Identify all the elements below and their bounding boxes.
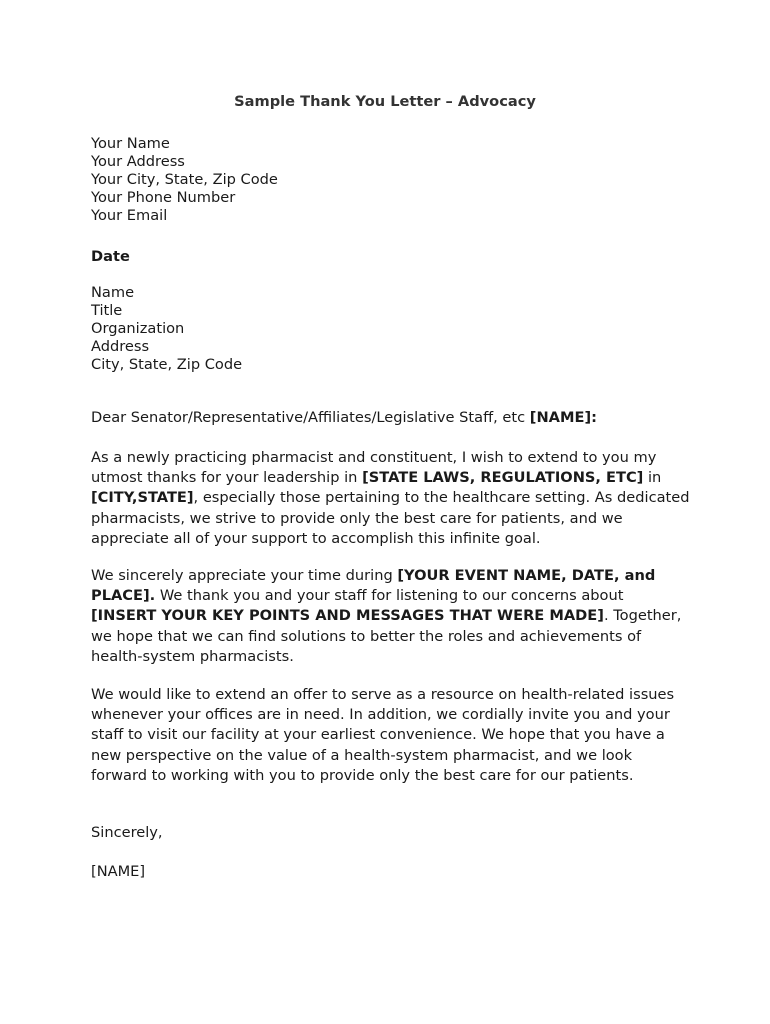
recipient-title: Title (91, 302, 123, 319)
sender-phone: Your Phone Number (91, 189, 236, 206)
salutation-text: Dear Senator/Representative/Affiliates/Legislative Staff, etc (91, 409, 530, 426)
p2-placeholder-key-points: [INSERT YOUR KEY POINTS AND MESSAGES THAT WERE MADE] (91, 607, 604, 625)
p1-placeholder-city-state: [CITY,STATE] (91, 489, 194, 507)
sender-name: Your Name (91, 135, 170, 152)
signature-placeholder: [NAME] (91, 863, 146, 880)
p1-text-1: As a newly practicing pharmacist and constituent, I wish to extend to you my utmost thanks for your leadership in (91, 449, 657, 487)
date-label: Date (91, 248, 130, 265)
p2-text-2: We thank you and your staff for listening to our concerns about (155, 587, 624, 605)
p1-text-3: , especially those pertaining to the healthcare setting. As dedicated pharmacists, we strive to provide only the best care for patients, and we appreciate all of your support to accomplish this infinite goal. (91, 489, 690, 547)
p2-text-3: . Together, we hope that we can find solutions to better the roles and achievements of health-system pharmacists. (91, 607, 682, 665)
body-paragraph-3: We would like to extend an offer to serve as a resource on health-related issues whenever your offices are in need. In addition, we cordially invite you and your staff to visit our facility at your earliest convenience. We hope that you have a new perspective on the value of a health-system pharmacist, and we look forward to working with you to provide only the best care for our patients. (91, 686, 675, 784)
p2-text-1: We sincerely appreciate your time during (91, 567, 398, 584)
recipient-organization: Organization (91, 320, 185, 337)
letter-title: Sample Thank You Letter – Advocacy (234, 93, 536, 110)
sender-address: Your Address (91, 153, 185, 170)
closing: Sincerely, (91, 824, 163, 841)
recipient-name: Name (91, 284, 135, 301)
body-paragraph-2 (91, 566, 691, 667)
p2-placeholder-event: [YOUR EVENT NAME, DATE, and PLACE]. (91, 567, 656, 605)
salutation-name: [NAME]: (529, 409, 597, 426)
sender-email: Your Email (91, 207, 168, 224)
p1-text-2: in (643, 469, 662, 487)
sender-address-block (91, 135, 691, 225)
p1-placeholder-laws: [STATE LAWS, REGULATIONS, ETC] (362, 469, 644, 487)
recipient-address-block (91, 284, 691, 374)
salutation (91, 409, 691, 427)
recipient-address: Address (91, 338, 150, 355)
body-paragraph-1 (91, 448, 691, 549)
recipient-city-state-zip: City, State, Zip Code (91, 356, 243, 373)
sender-city-state-zip: Your City, State, Zip Code (91, 171, 278, 188)
